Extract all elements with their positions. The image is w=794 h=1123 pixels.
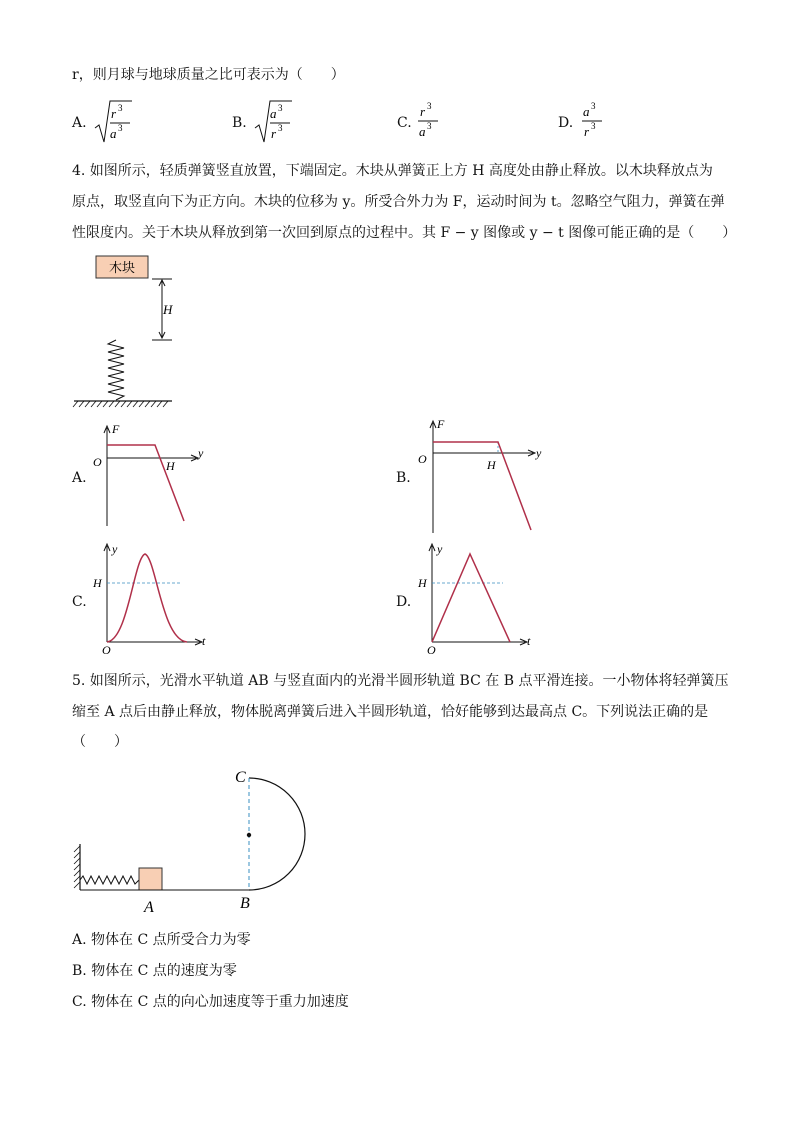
q3-option-d-formula (580, 100, 608, 144)
f-y-curve (433, 442, 531, 530)
q4-spring-figure (70, 250, 190, 410)
f-y-curve (107, 445, 184, 521)
axis-label-y: y (198, 446, 204, 460)
small-object (139, 868, 162, 890)
h-mark-label: H (93, 576, 102, 590)
q3-option-c-label: C. (397, 115, 412, 131)
vertical-spring (108, 340, 124, 400)
q4-stem-line2: 原点，取竖直向下为正方向。木块的位移为 y。所受合外力为 F，运动时间为 t。忽略空气阻力，弹簧在弹 (72, 194, 725, 210)
axis-label-t: t (527, 634, 531, 648)
q3-option-a-formula (92, 98, 132, 146)
q5-stem-line3: （ ） (72, 734, 128, 750)
origin-label: O (93, 455, 102, 469)
svg-text:a: a (419, 124, 426, 139)
svg-text:r: r (584, 124, 590, 139)
q3-option-a-label: A. (72, 115, 87, 131)
semicircle-track-bc (249, 778, 305, 890)
svg-text:3: 3 (118, 123, 123, 133)
axis-label-y: y (437, 542, 443, 556)
svg-text:3: 3 (278, 103, 283, 113)
point-b-label: B (240, 895, 250, 912)
q4-stem-line3: 性限度内。关于木块从释放到第一次回到原点的过程中。其 F − y 图像或 y − t 图像可能正确的是（ ） (72, 225, 737, 241)
q4-option-d-label: D. (396, 594, 412, 610)
q4-graph-a (88, 418, 218, 530)
q5-track-figure (68, 762, 318, 917)
axis-label-f: F (112, 422, 120, 436)
q5-option-a[interactable]: A. 物体在 C 点所受合力为零 (72, 932, 251, 948)
q3-stem-tail: r，则月球与地球质量之比可表示为（ ） (72, 67, 345, 83)
svg-text:a: a (583, 104, 590, 119)
origin-label: O (102, 643, 111, 655)
axis-label-y: y (536, 446, 542, 460)
svg-text:a: a (270, 106, 277, 121)
h-mark-label: H (418, 576, 427, 590)
svg-text:3: 3 (591, 121, 596, 131)
svg-text:3: 3 (278, 123, 283, 133)
axis-label-t: t (202, 634, 206, 648)
q4-option-a-label: A. (72, 470, 87, 486)
q3-option-b-label: B. (232, 115, 247, 131)
q4-option-b-label: B. (396, 470, 411, 486)
q4-graph-b (413, 413, 553, 535)
q4-graph-d (413, 540, 553, 655)
svg-text:r: r (420, 104, 426, 119)
point-c-label: C (235, 769, 246, 786)
origin-label: O (418, 452, 427, 466)
q4-option-c-label: C. (72, 594, 87, 610)
q3-option-c-formula (416, 100, 444, 144)
svg-text:3: 3 (427, 101, 432, 111)
h-mark-label: H (487, 458, 496, 472)
axis-label-y: y (112, 542, 118, 556)
q4-graph-c (88, 540, 228, 655)
svg-text:3: 3 (427, 121, 432, 131)
axis-label-f: F (437, 417, 445, 431)
q5-option-c[interactable]: C. 物体在 C 点的向心加速度等于重力加速度 (72, 994, 349, 1010)
q3-option-d-label: D. (558, 115, 574, 131)
height-label: H (163, 302, 173, 317)
y-t-curve (107, 554, 187, 642)
y-t-curve (432, 554, 510, 642)
svg-text:3: 3 (591, 101, 596, 111)
origin-label: O (427, 643, 436, 655)
circle-center (247, 833, 251, 837)
q5-stem-line2: 缩至 A 点后由静止释放，物体脱离弹簧后进入半圆形轨道，恰好能够到达最高点 C。下列说法正确的是 (72, 704, 709, 720)
svg-text:a: a (110, 126, 117, 141)
q3-option-b-formula (252, 98, 292, 146)
q5-stem-line1: 5. 如图所示，光滑水平轨道 AB 与竖直面内的光滑半圆形轨道 BC 在 B 点平滑连接。一小物体将轻弹簧压 (72, 673, 729, 689)
wood-block-label: 木块 (108, 261, 136, 276)
point-a-label: A (144, 899, 154, 916)
svg-text:r: r (271, 126, 277, 141)
svg-text:3: 3 (118, 103, 123, 113)
q4-stem-line1: 4. 如图所示，轻质弹簧竖直放置，下端固定。木块从弹簧正上方 H 高度处由静止释放。以木块释放点为 (72, 163, 713, 179)
svg-text:r: r (111, 106, 117, 121)
horizontal-spring (80, 876, 139, 884)
h-mark-label: H (166, 459, 175, 473)
q5-option-b[interactable]: B. 物体在 C 点的速度为零 (72, 963, 237, 979)
